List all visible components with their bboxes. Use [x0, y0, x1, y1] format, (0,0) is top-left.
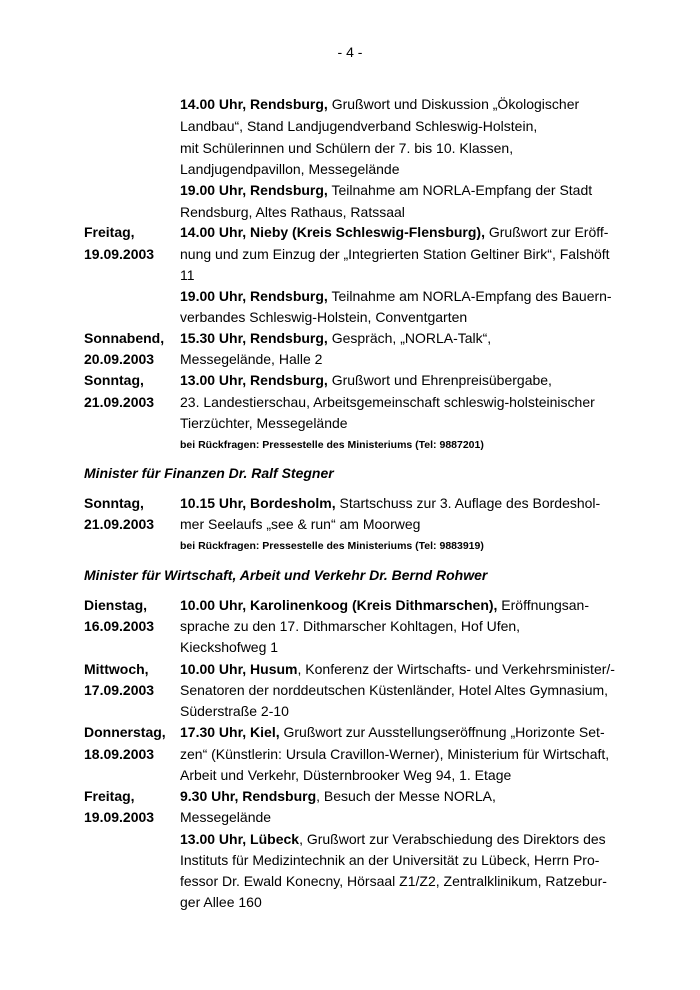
entry-line: Messegelände [180, 809, 272, 825]
section-heading: Minister für Finanzen Dr. Ralf Stegner [84, 465, 334, 481]
entry-time-place: 19.00 Uhr, Rendsburg, [180, 182, 328, 198]
entry-line [180, 329, 491, 347]
entry-line: Senatoren der norddeutschen Küstenländer, Hotel Altes Gymnasium, [180, 682, 609, 698]
entry-text: , Besuch der Messe NORLA, [316, 788, 496, 804]
entry-line [180, 830, 606, 848]
entry-line [180, 787, 496, 805]
date-value: 19.09.2003 [84, 246, 155, 262]
entry-text: Grußwort zur Eröff- [484, 224, 609, 240]
entry-line [180, 223, 608, 241]
entry-line [180, 287, 612, 305]
entry-line: 23. Landestierschau, Arbeitsgemeinschaft schleswig-holsteinischer [180, 394, 595, 410]
entry-line [180, 494, 600, 512]
entry-line [180, 95, 579, 113]
entry-time-place: 14.00 Uhr, Nieby (Kreis Schleswig-Flensburg), [180, 224, 485, 240]
section-heading: Minister für Wirtschaft, Arbeit und Verkehr Dr. Bernd Rohwer [84, 567, 488, 583]
entry-line [180, 371, 552, 389]
entry-line: sprache zu den 17. Dithmarscher Kohltagen, Hof Ufen, [180, 618, 521, 634]
entry-line: Rendsburg, Altes Rathaus, Ratssaal [180, 204, 405, 220]
entry-line: mer Seelaufs „see & run“ am Moorweg [180, 516, 421, 532]
entry-line: Tierzüchter, Messegelände [180, 415, 348, 431]
entry-time-place: 19.00 Uhr, Rendsburg, [180, 288, 328, 304]
entry-line: verbandes Schleswig-Holstein, Conventgarten [180, 309, 468, 325]
entry-text: Grußwort und Ehrenpreisübergabe, [327, 372, 552, 388]
entry-line: fessor Dr. Ewald Konecny, Hörsaal Z1/Z2, Zentralklinikum, Ratzebur- [180, 873, 607, 889]
entry-line: 11 [180, 267, 195, 283]
entry-line: nung und zum Einzug der „Integrierten Station Geltiner Birk“, Falshöft [180, 246, 610, 262]
entry-time-place: 17.30 Uhr, Kiel, [180, 724, 280, 740]
date-weekday: Sonnabend, [84, 330, 165, 346]
entry-time-place: 10.15 Uhr, Bordesholm, [180, 495, 336, 511]
entry-line [180, 660, 615, 678]
entry-line: ger Allee 160 [180, 894, 262, 910]
entry-line: Arbeit und Verkehr, Düsternbrooker Weg 94, 1. Etage [180, 767, 512, 783]
date-weekday: Donnerstag, [84, 724, 166, 740]
entry-line: Landbau“, Stand Landjugendverband Schleswig-Holstein, [180, 118, 538, 134]
entry-line [180, 723, 605, 741]
entry-text: Grußwort und Diskussion „Ökologischer [327, 96, 580, 112]
date-weekday: Sonntag, [84, 495, 144, 511]
date-value: 17.09.2003 [84, 682, 155, 698]
entry-text: Teilnahme am NORLA-Empfang des Bauern- [327, 288, 612, 304]
date-weekday: Dienstag, [84, 597, 148, 613]
date-weekday: Freitag, [84, 224, 135, 240]
entry-line: mit Schülerinnen und Schülern der 7. bis 10. Klassen, [180, 140, 514, 156]
page-number: - 4 - [337, 44, 363, 60]
entry-time-place: 13.00 Uhr, Lübeck [180, 831, 300, 847]
entry-text: Grußwort zur Ausstellungseröffnung „Horizonte Set- [279, 724, 605, 740]
date-weekday: Freitag, [84, 788, 135, 804]
date-value: 20.09.2003 [84, 351, 155, 367]
entry-line: Landjugendpavillon, Messegelände [180, 161, 400, 177]
entry-time-place: 10.00 Uhr, Karolinenkoog (Kreis Dithmarschen), [180, 597, 498, 613]
entry-line: Kieckshofweg 1 [180, 639, 279, 655]
entry-time-place: 13.00 Uhr, Rendsburg, [180, 372, 328, 388]
entry-time-place: 9.30 Uhr, Rendsburg [180, 788, 317, 804]
press-contact: bei Rückfragen: Pressestelle des Ministeriums (Tel: 9887201) [180, 439, 484, 451]
entry-line: Süderstraße 2-10 [180, 703, 289, 719]
entry-time-place: 15.30 Uhr, Rendsburg, [180, 330, 328, 346]
date-weekday: Sonntag, [84, 372, 144, 388]
entry-text: , Grußwort zur Verabschiedung des Direktors des [299, 831, 606, 847]
entry-time-place: 10.00 Uhr, Husum [180, 661, 298, 677]
entry-text: Gespräch, „NORLA-Talk“, [327, 330, 492, 346]
entry-line: Instituts für Medizintechnik an der Universität zu Lübeck, Herrn Pro- [180, 852, 600, 868]
entry-text: Eröffnungsan- [497, 597, 590, 613]
entry-text: Teilnahme am NORLA-Empfang der Stadt [327, 182, 593, 198]
date-value: 21.09.2003 [84, 516, 155, 532]
entry-line: zen“ (Künstlerin: Ursula Cravillon-Werner), Ministerium für Wirtschaft, [180, 746, 610, 762]
date-weekday: Mittwoch, [84, 661, 149, 677]
date-value: 18.09.2003 [84, 746, 155, 762]
date-value: 16.09.2003 [84, 618, 155, 634]
date-value: 19.09.2003 [84, 809, 155, 825]
entry-text: , Konferenz der Wirtschafts- und Verkehrsminister/- [297, 661, 615, 677]
entry-line [180, 181, 592, 199]
entry-line: Messegelände, Halle 2 [180, 351, 323, 367]
date-value: 21.09.2003 [84, 394, 155, 410]
entry-text: Startschuss zur 3. Auflage des Bordeshol- [335, 495, 601, 511]
entry-line [180, 596, 589, 614]
entry-time-place: 14.00 Uhr, Rendsburg, [180, 96, 328, 112]
press-contact: bei Rückfragen: Pressestelle des Ministeriums (Tel: 9883919) [180, 540, 484, 552]
